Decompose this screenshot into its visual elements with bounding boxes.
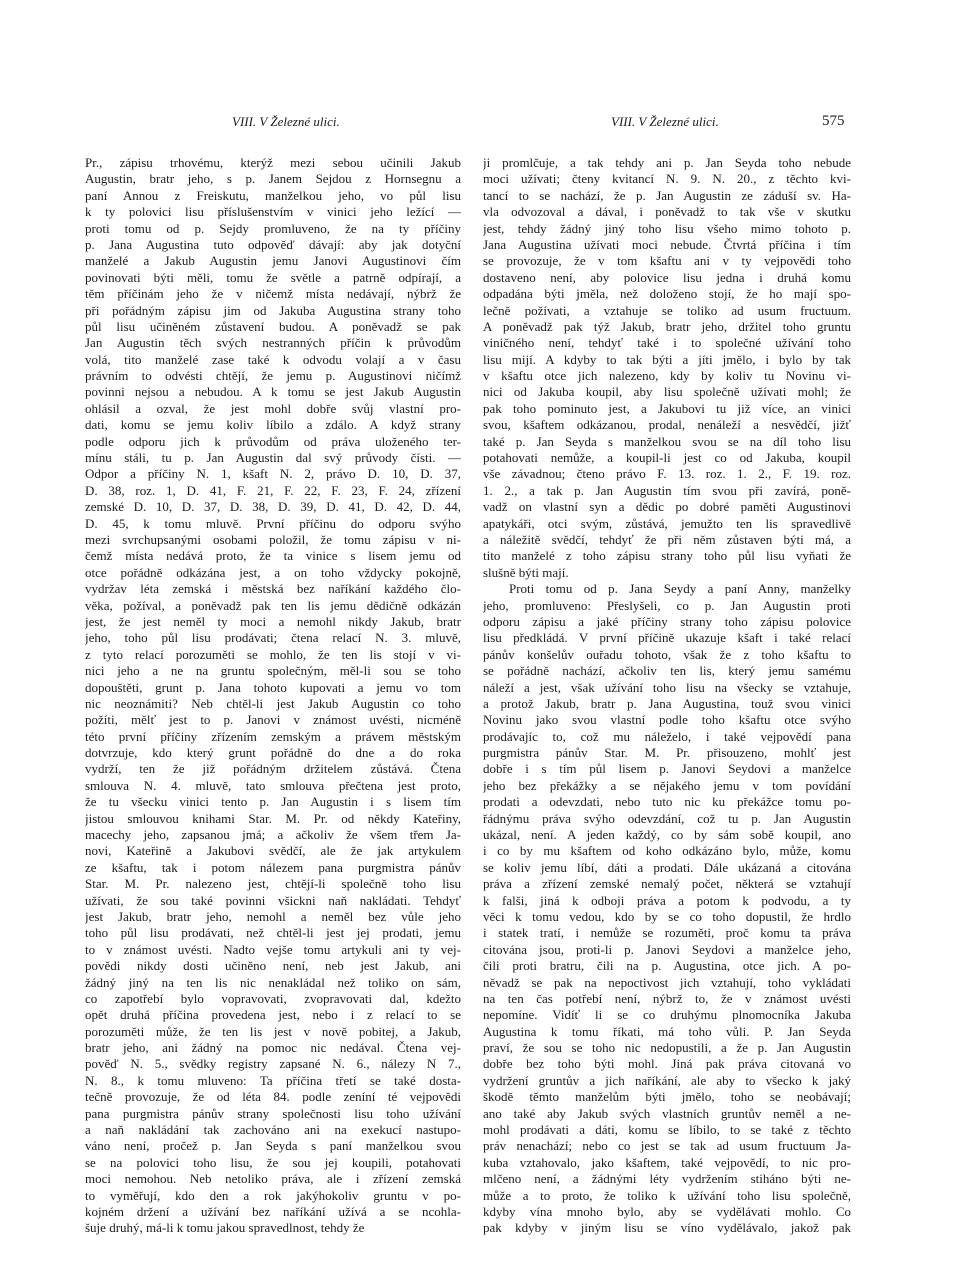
- text-line: porozuměti může, že ten lis jest v nově pobitej, a Jakub,: [85, 1023, 461, 1039]
- text-line: otce pořádně odkázána jest, a on toho vždycky pokojně,: [85, 564, 461, 580]
- text-line: Jana Augustina užívati moci nebude. Čtvrtá příčina i tím: [483, 236, 851, 252]
- text-line: jest, že jest neměl ty moci a nemohl nikdy Jakub, bratr: [85, 613, 461, 629]
- text-line: Pr., zápisu trhovému, kterýž mezi sebou učinili Jakub: [85, 155, 461, 170]
- text-line: N. 8., k tomu mluveno: Ta příčina třetí se také dosta-: [85, 1072, 461, 1088]
- text-line: lisu mijí. A kdyby to tak býti a jíti jmělo, i bylo by tak: [483, 351, 851, 367]
- text-line: D. 38, roz. 1, D. 41, F. 21, F. 22, F. 23, F. 24, zřízení: [85, 482, 461, 498]
- text-line: k ty polovici lisu příslušenstvím v vinici jeho ležící —: [85, 204, 461, 220]
- text-line: kuba vztahovalo, jako kšaftem, také vejpovědí, to nic pro-: [483, 1154, 851, 1170]
- text-line: čili proti bratru, čili na p. Augustina, otce jich. A po-: [483, 958, 851, 974]
- text-line: práva a zřízení zemské nemalý počet, některá se vztahují: [483, 876, 851, 892]
- text-line: p. Jana Augustina tuto odpověď dávají: aby jak dotyční: [85, 236, 461, 252]
- text-line: podle odporu jich k průvodům od práva uloženého ter-: [85, 433, 461, 449]
- text-line: bratr jeho, ani žádný na pomoc nic nedával. Čtena vej-: [85, 1040, 461, 1056]
- text-line: požíti, mělť jest to p. Janovi v známost uvésti, nicméně: [85, 712, 461, 728]
- text-line: lečně požívati, a vztahuje se toliko ad usum fructuum.: [483, 302, 851, 318]
- text-line: dati, komu se jemu koliv líbilo a zdálo. A když strany: [85, 417, 461, 433]
- text-line: se pořádně nachází, ačkoliv ten lis, který jemu samému: [483, 663, 851, 679]
- text-line: zemské D. 10, D. 37, D. 38, D. 39, D. 41, D. 42, D. 44,: [85, 499, 461, 515]
- text-line: čemž místa nedává proto, že ta vinice s lisem jemu od: [85, 548, 461, 564]
- text-line: ukázal, není. A jeden každý, co by sám sobě koupil, ano: [483, 827, 851, 843]
- text-line: Novinu jako svou vlastní podle toho kšaftu otce svýho: [483, 712, 851, 728]
- text-line: dobře i s tím půl lisem p. Janovi Seydovi a manželce: [483, 761, 851, 777]
- text-line: tancí to se nachází, že p. Jan Augustin ze záduší sv. Ha-: [483, 187, 851, 203]
- text-line: vydržav léta zemská i městská bez naříkání každého člo-: [85, 581, 461, 597]
- text-line: to v známost uvésti. Nadto vejše tomu artykuli ani ty vej-: [85, 941, 461, 957]
- text-line: pánův konšelův ouřadu tohoto, však že z toho kšaftu to: [483, 646, 851, 662]
- text-line: viničného není, tehdyť také i to společné užívání toho: [483, 335, 851, 351]
- text-line: citována jsou, proti-li p. Janovi Seydovi a manželce jeho,: [483, 941, 851, 957]
- text-line: pak toho pominuto jest, a Jakubovi tu již více, an vinici: [483, 400, 851, 416]
- text-line: náleží a jest, však užívání toho lisu na všecky se vztahuje,: [483, 679, 851, 695]
- text-line: slušně býti mají.: [483, 564, 569, 580]
- text-line: věci k tomu vedou, kdo by se co toho dopustil, že hrdlo: [483, 908, 851, 924]
- text-line: Augustin, bratr jeho, s p. Janem Sejdou z Hornsegnu a: [85, 171, 461, 187]
- text-line: pověď N. 5., svědky registry zapsané N. 6., nálezy N 7.,: [85, 1056, 461, 1072]
- text-line: z tyto relací porozuměti se mohlo, že ten lis stojí v vi-: [85, 646, 461, 662]
- text-line: nici jeho a ne na gruntu společným, měl-li sou se toho: [85, 663, 461, 679]
- text-line: volá, tito manželé zase také k odvodu volají a v času: [85, 351, 461, 367]
- text-line: pana purgmistra pánův strany společnosti lisu toho užívání: [85, 1105, 461, 1121]
- running-title-right: VIII. V Železné ulici.: [611, 114, 719, 129]
- text-line: užívati, že sou také povinni všickni naň nakládati. Tehdyť: [85, 892, 461, 908]
- text-line: tečně provozuje, že od léta 84. podle zeníní té vejpovědi: [85, 1089, 461, 1105]
- text-line: lisu předkládá. V první příčině ukazuje kšaft i také relací: [483, 630, 851, 646]
- text-line: dotvrzuje, kdo který grunt pořádně do dne a do roka: [85, 745, 461, 761]
- text-line: proti tomu od p. Sejdy promluveno, že na ty příčiny: [85, 220, 461, 236]
- text-line: Augustina k tomu říkati, má toho vůli. P. Jan Seyda: [483, 1023, 851, 1039]
- text-line: žádný jiný na ten lis nic nenakládal než toliko on sám,: [85, 974, 461, 990]
- text-line: při pořádným zápisu jim od Jakuba Augustina strany toho: [85, 302, 461, 318]
- text-line: škodě těmto manželům býti jmělo, toho se neobávají;: [483, 1089, 851, 1105]
- text-line: D. 45, k tomu mluvě. První příčinu do odporu svýho: [85, 515, 461, 531]
- text-line: kojném držení a užívání bez naříkání užívá a se ncohla-: [85, 1204, 461, 1219]
- text-line: mezi svrchupsanými osobami položil, že tomu zápisu v ni-: [85, 531, 461, 547]
- running-title-left: VIII. V Železné ulici.: [232, 114, 340, 129]
- right-text-column: [483, 155, 851, 1237]
- text-line: mlčeno není, a žádnými léty vydržením stiháno býti ne-: [483, 1171, 851, 1187]
- text-line: i statek tratí, i nemůže se rozuměti, proč komu ta práva: [483, 925, 851, 941]
- text-line: mohl prodávati a dáti, komu se líbilo, to se také z těchto: [483, 1122, 851, 1138]
- text-line: této první příčiny zřízením zemským a právem městským: [85, 728, 461, 744]
- text-line: kdyby vína mnoho bylo, aby se vydělávati mohlo. Co: [483, 1204, 851, 1219]
- text-line: vydržení gruntův a jich naříkání, ale aby to všecko k jaký: [483, 1072, 851, 1088]
- text-line: praví, že sou se toho nic nedopustili, a že p. Jan Augustin: [483, 1040, 851, 1056]
- text-line: Star. M. Pr. nalezeno jest, chtějí-li společně toho lisu: [85, 876, 461, 892]
- text-line: smlouva N. 4. mluvě, tato smlouva přečtena jest proto,: [85, 777, 461, 793]
- text-line: prodávajíc to, což mu náleželo, i také vejpovědí pana: [483, 728, 851, 744]
- text-line: jeho bez překážky a se nějakého jemu v tom povídání: [483, 777, 851, 793]
- text-line: mínu stáli, tu p. Jan Augustin dal svý průvody čísti. —: [85, 450, 461, 466]
- text-line: toho půl lisu prodávati, než chtěl-li jest jej prodati, jemu: [85, 925, 461, 941]
- text-line: opět druhá příčina provedena jest, nebo i z relací to se: [85, 1007, 461, 1023]
- text-line: paní Annou z Freiskutu, manželkou jeho, vo půl lisu: [85, 187, 461, 203]
- text-line: a naň nakládání tak zachováno ani na exekucí nastupo-: [85, 1122, 461, 1138]
- text-line: povinni nejsou a nebudou. A k tomu se jest Jakub Augustin: [85, 384, 461, 400]
- text-line: vše závadnou; čteno právo F. 13. roz. 1. 2., F. 19. roz.: [483, 466, 851, 482]
- text-line: vadž on vlastní syn a dědic po dobré paměti Augustinovi: [483, 499, 851, 515]
- text-line: moci nemohou. Neb netoliko práva, ale i zřízení zemská: [85, 1171, 461, 1187]
- text-line: a protož Jakub, bratr p. Jana Augustina, touž svou vinici: [483, 695, 851, 711]
- text-line: Proti tomu od p. Jana Seydy a paní Anny, manželky: [509, 581, 851, 597]
- text-line: se provozuje, že v tom kšaftu ani v ty vejpovědi toho: [483, 253, 851, 269]
- text-line: odporu zápisu a jaké příčiny strany toho zápisu polovice: [483, 613, 851, 629]
- text-line: v kšaftu otce jich nalezeno, kdy by koliv tu Novinu vi-: [483, 368, 851, 384]
- text-line: nepomíne. Vidíť li se co druhýmu plnomocníka Jakuba: [483, 1007, 851, 1023]
- text-line: vydrží, ten že již pořádným držitelem zůstává. Čtena: [85, 761, 461, 777]
- text-line: k falši, jiná k odboji práva a potom k podvodu, a ty: [483, 892, 851, 908]
- text-line: šuje druhý, má-li k tomu jakou spravedlnost, tehdy že: [85, 1220, 365, 1236]
- text-line: prodati a odevzdati, nebo tuto nic ku překážce tomu po-: [483, 794, 851, 810]
- text-line: dobře bez toho býti mohl. Jiná pak práva citovaná vo: [483, 1056, 851, 1072]
- left-text-column: [85, 155, 461, 1237]
- text-line: co zapotřebí bylo vopravovati, zvopravovati dal, kdežto: [85, 990, 461, 1006]
- text-line: jest Jakub, bratr jeho, nemohl a neměl bez vůle jeho: [85, 908, 461, 924]
- text-line: vla odvozoval a dával, i poněvadž to tak vše v skutku: [483, 204, 851, 220]
- text-line: macechy jeho, zapsanou jmá; a ačkoliv že všem třem Ja-: [85, 827, 461, 843]
- text-line: ohlásil a ozval, že jest mohl dobře svůj vlastní pro-: [85, 400, 461, 416]
- text-line: těm příčinám jeho že v ničemž místa nedávají, nýbrž že: [85, 286, 461, 302]
- text-line: právním to odvésti chtějí, že jemu p. Augustinovi ničímž: [85, 368, 461, 384]
- text-line: že tu všecku vinici tento p. Jan Augustin i s lisem tím: [85, 794, 461, 810]
- text-line: svou, kšaftem odkázanou, prodal, nenáleží a nesvědčí, jižť: [483, 417, 851, 433]
- text-line: na ten čas potřebí není, nýbrž to, že v známost uvésti: [483, 990, 851, 1006]
- text-line: purgmistra pánův Star. M. Pr. přisouzeno, mohlť jest: [483, 745, 851, 761]
- text-line: může a to proto, že toliko k užívání toho lisu společně,: [483, 1187, 851, 1203]
- text-line: i co by mu kšaftem od koho odkázáno bylo, může, komu: [483, 843, 851, 859]
- text-line: moci užívati; čteny kvitancí N. 9. N. 20., z těchto kvi-: [483, 171, 851, 187]
- page-number: 575: [822, 113, 845, 129]
- text-line: také p. Jan Seyda s manželkou svou se na díl toho lisu: [483, 433, 851, 449]
- text-line: odpadána býti jměla, než doloženo stojí, že ho mají spo-: [483, 286, 851, 302]
- text-line: a náležitě svědčí, tehdyť že při něm zůstaven býti má, a: [483, 531, 851, 547]
- text-line: Jan Augustin těch svých nestranných příčin k průvodům: [85, 335, 461, 351]
- text-line: váno není, pročež p. Jan Seyda s paní manželkou svou: [85, 1138, 461, 1154]
- text-line: se koliv jemu líbí, dáti a prodati. Dále ukázaná a citována: [483, 859, 851, 875]
- text-line: ano také aby Jakub svých vlastních gruntův neměl a ne-: [483, 1105, 851, 1121]
- text-line: něvadž se pak na nepoctivost jich vztahují, toho vykládati: [483, 974, 851, 990]
- text-line: věka, požíval, a poněvadž pak ten lis jemu dědičně odkázán: [85, 597, 461, 613]
- text-line: Odpor a příčiny N. 1, kšaft N. 2, právo D. 10, D. 37,: [85, 466, 461, 482]
- text-line: jeho, toho půl lisu prodávati; čtena relací N. 3. mluvě,: [85, 630, 461, 646]
- text-line: novi, Kateřině a Jakubovi svědčí, ale že jak artykulem: [85, 843, 461, 859]
- text-line: nici od Jakuba koupil, aby lisu společně užívati mohl; že: [483, 384, 851, 400]
- text-line: povědi nikdy dosti učiněno není, neb jest Jakub, ani: [85, 958, 461, 974]
- text-line: povinovati býti měli, tomu že světle a patrně odpírají, a: [85, 269, 461, 285]
- text-line: pak kdyby v jiným lisu se víno vydělávalo, jakož pak: [483, 1220, 851, 1236]
- text-line: jistou smlouvou knihami Star. M. Pr. od někdy Kateřiny,: [85, 810, 461, 826]
- text-line: A poněvadž pak týž Jakub, bratr jeho, držitel toho gruntu: [483, 318, 851, 334]
- text-line: ji promlčuje, a tak tehdy ani p. Jan Seyda toho nebude: [483, 155, 851, 170]
- text-line: apatykáři, otci svým, zůstává, jemužto ten lis spravedlivě: [483, 515, 851, 531]
- text-line: řádnýmu práva svýho odevzdání, což tu p. Jan Augustin: [483, 810, 851, 826]
- text-line: dopouštěti, grunt p. Jana tohoto kupovati a jemu vo tom: [85, 679, 461, 695]
- text-line: jest, tehdy žádný jiný toho lisu všeho mimo tohoto p.: [483, 220, 851, 236]
- text-line: to vyměřují, kdo den a rok jakýhokoliv gruntu v po-: [85, 1187, 461, 1203]
- text-line: potahovati nemůže, a koupil-li jest co od Jakuba, koupil: [483, 450, 851, 466]
- text-line: práv nenachází; nebo co jest se tak ad usum fructuum Ja-: [483, 1138, 851, 1154]
- text-line: půl lisu učiněném zůstavení budou. A poněvadž se pak: [85, 318, 461, 334]
- text-line: se na polovici toho lisu, že sou jej koupili, potahovati: [85, 1154, 461, 1170]
- text-line: tito manželé z toho zápisu strany toho půl lisu vyňati že: [483, 548, 851, 564]
- text-line: 1. 2., a tak p. Jan Augustin tím svou při zavírá, poně-: [483, 482, 851, 498]
- text-line: dostaveno není, aby polovice lisu jedna i druhá komu: [483, 269, 851, 285]
- text-line: nic neoznámiti? Neb chtěl-li jest Jakub Augustin co toho: [85, 695, 461, 711]
- text-line: ze kšaftu, tak i potom nálezem pana purgmistra pánův: [85, 859, 461, 875]
- text-line: jeho, promluveno: Přeslyšeli, co p. Jan Augustin proti: [483, 597, 851, 613]
- text-line: manželé a Jakub Augustin jemu Janovi Augustinovi čím: [85, 253, 461, 269]
